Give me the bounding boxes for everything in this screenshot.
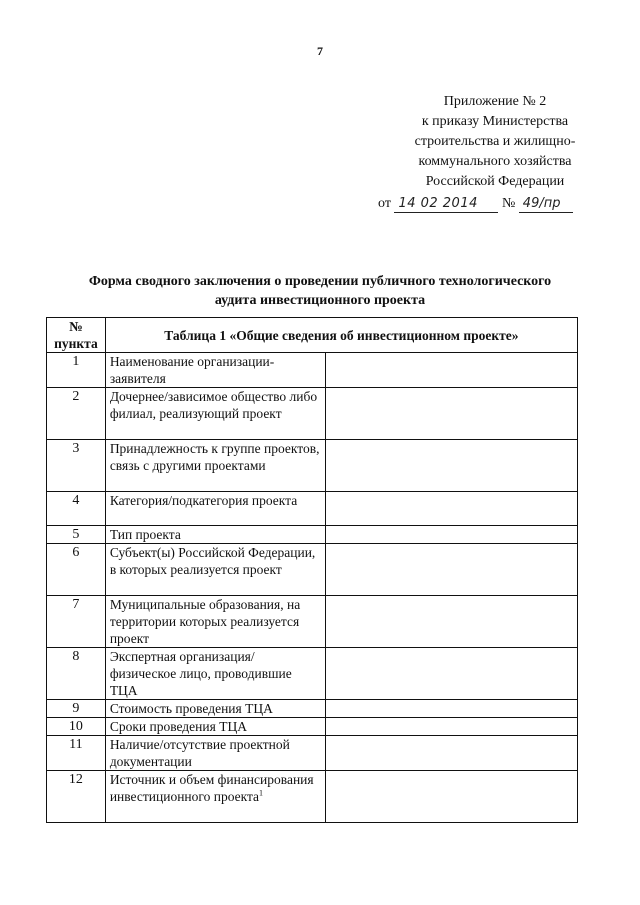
form-title-line: Форма сводного заключения о проведении публичного технологического: [88, 274, 552, 289]
row-value-cell[interactable]: [325, 353, 577, 388]
table-row: [47, 771, 578, 823]
table-title: Таблица 1 «Общие сведения об инвестиционном проекте»: [105, 318, 577, 353]
row-number: 2: [47, 388, 106, 440]
row-field-name: [105, 544, 325, 596]
row-value-cell[interactable]: [325, 544, 577, 596]
row-field-text: Дочернее/зависимое общество либо филиал, реализующий проект: [109, 389, 318, 421]
row-field-name: [105, 736, 325, 771]
appendix-line: Приложение № 2: [443, 94, 547, 109]
num-header-label: пункта: [54, 336, 98, 351]
appendix-line: коммунального хозяйства: [418, 154, 572, 169]
order-reference: [378, 196, 573, 213]
row-field-name: [105, 353, 325, 388]
row-field-text: Сроки проведения ТЦА: [109, 719, 247, 734]
row-field-name: [105, 596, 325, 648]
row-field-name: [105, 526, 325, 544]
row-field-name: [105, 771, 325, 823]
row-field-text: Субъект(ы) Российской Федерации, в которых реализуется проект: [109, 545, 316, 577]
row-field-name: [105, 388, 325, 440]
row-field-text: Категория/подкатегория проекта: [109, 493, 298, 508]
table-body: [47, 353, 578, 823]
row-field-text: Экспертная организация/физическое лицо, проводившие ТЦА: [109, 649, 292, 698]
row-value-cell[interactable]: [325, 648, 577, 700]
row-field-text: Принадлежность к группе проектов, связь с другими проектами: [109, 441, 320, 473]
row-number: 1: [47, 353, 106, 388]
row-value-cell[interactable]: [325, 700, 577, 718]
row-field-text: Тип проекта: [109, 527, 181, 542]
row-value-cell[interactable]: [325, 388, 577, 440]
row-field-text: Муниципальные образования, на территории которых реализуется проект: [109, 597, 301, 646]
order-from-label: от: [378, 196, 391, 211]
num-header-symbol: №: [69, 319, 83, 334]
row-value-cell[interactable]: [325, 718, 577, 736]
form-title-line: аудита инвестиционного проекта: [214, 293, 426, 308]
row-value-cell[interactable]: [325, 771, 577, 823]
row-number: 6: [47, 544, 106, 596]
order-number-label: №: [501, 196, 516, 211]
num-column-header: [47, 318, 106, 353]
table-row: [47, 736, 578, 771]
row-field-name: [105, 648, 325, 700]
footnote-marker: 1: [259, 788, 264, 798]
row-field-text: Источник и объем финансирования инвестиционного проекта: [109, 772, 314, 804]
row-field-name: [105, 700, 325, 718]
row-value-cell[interactable]: [325, 736, 577, 771]
row-value-cell[interactable]: [325, 596, 577, 648]
page-number: 7: [317, 44, 323, 58]
table-row: [47, 526, 578, 544]
order-date: 14 02 2014: [394, 196, 498, 213]
appendix-line: Российской Федерации: [425, 174, 565, 189]
table-header-row: [47, 318, 578, 353]
table-row: [47, 544, 578, 596]
row-value-cell[interactable]: [325, 440, 577, 492]
appendix-block: [360, 92, 630, 192]
row-value-cell[interactable]: [325, 492, 577, 526]
table-row: [47, 492, 578, 526]
row-value-cell[interactable]: [325, 526, 577, 544]
appendix-line: строительства и жилищно-: [414, 134, 576, 149]
row-field-text: Наименование организации-заявителя: [109, 354, 275, 386]
row-number: 3: [47, 440, 106, 492]
row-field-text: Стоимость проведения ТЦА: [109, 701, 273, 716]
info-table: [46, 317, 578, 823]
table-row: [47, 388, 578, 440]
row-field-name: [105, 440, 325, 492]
row-number: 9: [47, 700, 106, 718]
order-number: 49/пр: [519, 196, 573, 213]
form-title: [40, 272, 600, 310]
row-number: 4: [47, 492, 106, 526]
table-row: [47, 440, 578, 492]
row-number: 11: [47, 736, 106, 771]
table-row: [47, 700, 578, 718]
row-field-text: Наличие/отсутствие проектной документации: [109, 737, 290, 769]
row-field-name: [105, 492, 325, 526]
row-number: 12: [47, 771, 106, 823]
table-row: [47, 596, 578, 648]
row-field-name: [105, 718, 325, 736]
table-row: [47, 718, 578, 736]
table-row: [47, 648, 578, 700]
row-number: 5: [47, 526, 106, 544]
table-row: [47, 353, 578, 388]
row-number: 10: [47, 718, 106, 736]
row-number: 8: [47, 648, 106, 700]
row-number: 7: [47, 596, 106, 648]
appendix-line: к приказу Министерства: [421, 114, 569, 129]
